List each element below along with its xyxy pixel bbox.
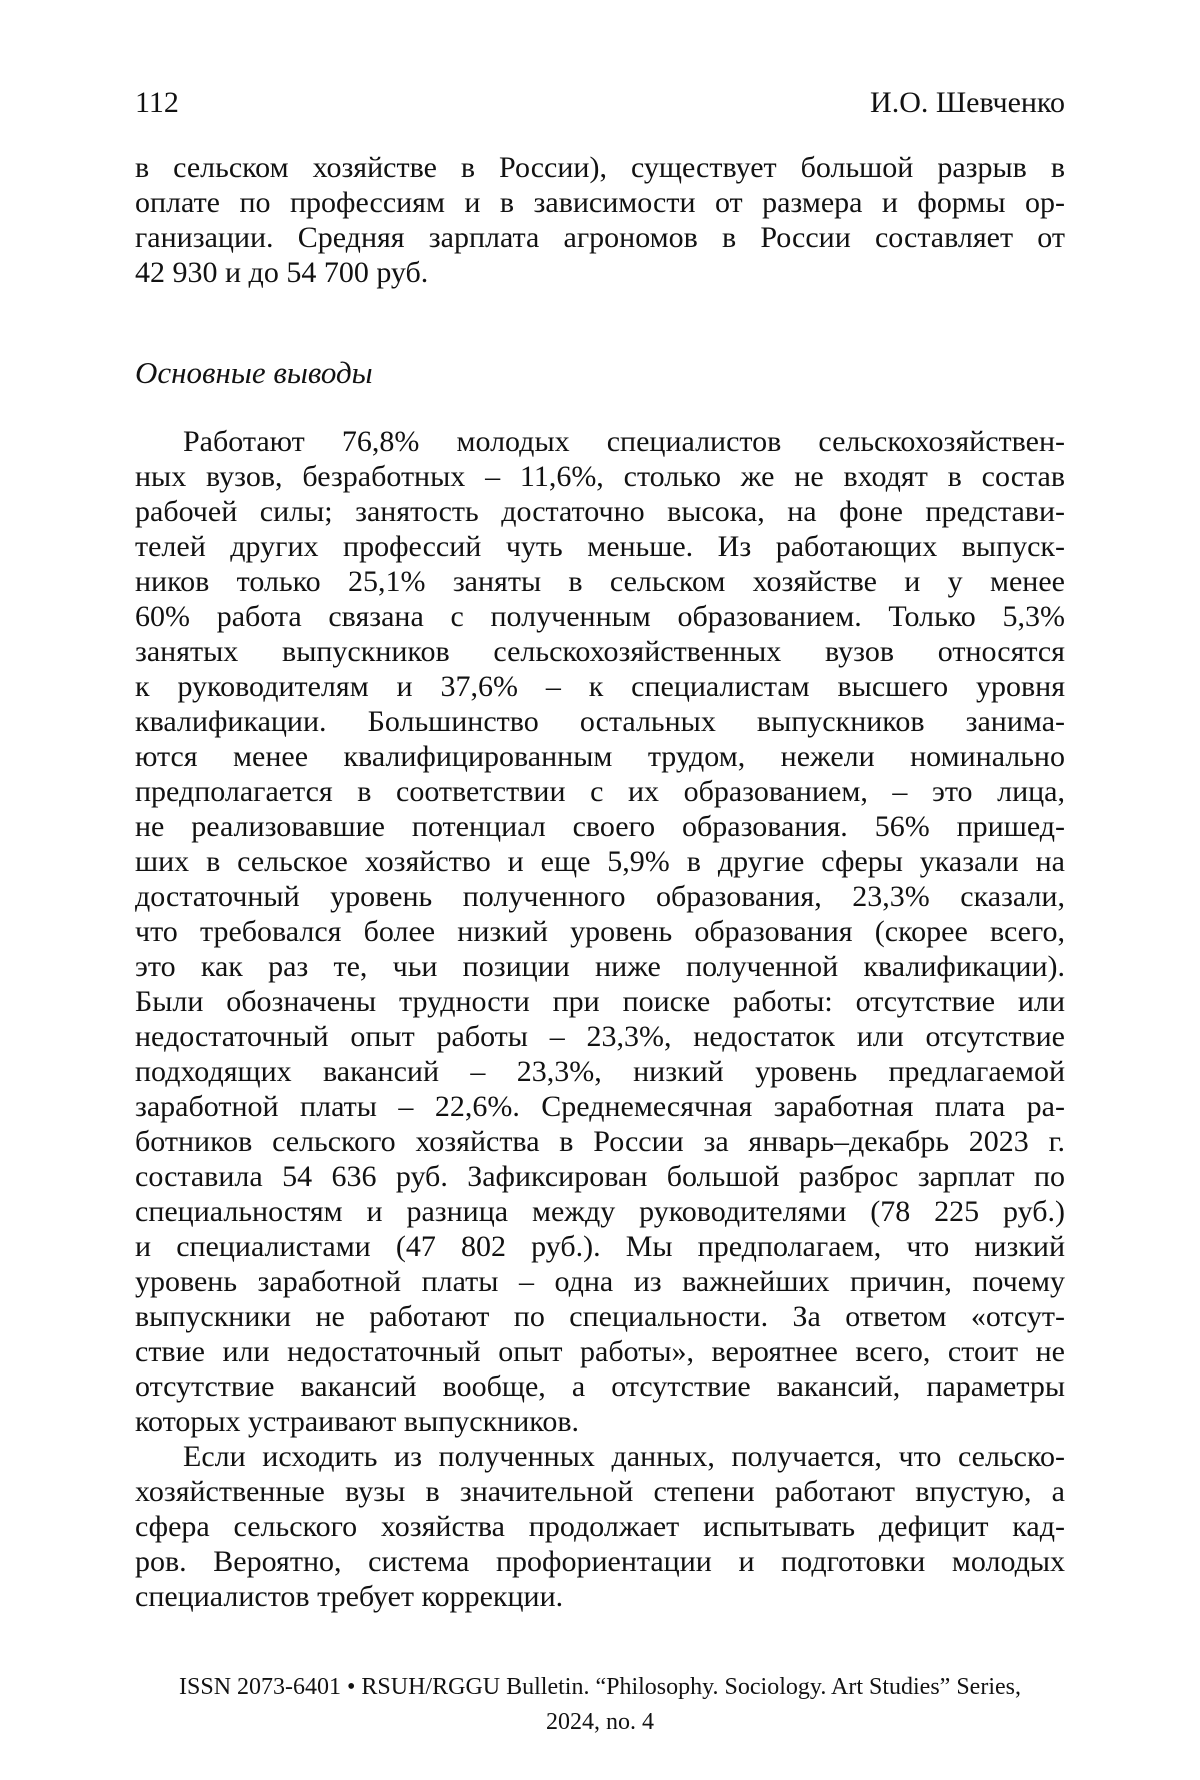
page-number: 112 xyxy=(135,86,179,119)
text-line: хозяйственные вузы в значительной степени работают впустую, а xyxy=(135,1475,1065,1508)
text-line: ботников сельского хозяйства в России за январь–декабрь 2023 г. xyxy=(135,1125,1065,1158)
text-line: не реализовавшие потенциал своего образования. 56% пришед- xyxy=(135,810,1065,843)
conclusions-body xyxy=(135,424,1065,1614)
text-line: подходящих вакансий – 23,3%, низкий уровень предлагаемой xyxy=(135,1055,1065,1088)
text-line: и специалистами (47 802 руб.). Мы предполагаем, что низкий xyxy=(135,1230,1065,1263)
text-line: ствие или недостаточный опыт работы», вероятнее всего, стоит не xyxy=(135,1335,1065,1368)
text-line: занятых выпускников сельскохозяйственных вузов относятся xyxy=(135,635,1065,668)
text-line: к руководителям и 37,6% – к специалистам высшего уровня xyxy=(135,670,1065,703)
text-line: уровень заработной платы – одна из важнейших причин, почему xyxy=(135,1265,1065,1298)
text-line: это как раз те, чьи позиции ниже полученной квалификации). xyxy=(135,950,1065,983)
journal-footer xyxy=(0,1670,1200,1740)
text-line: квалификации. Большинство остальных выпускников занима- xyxy=(135,705,1065,738)
text-line: ются менее квалифицированным трудом, нежели номинально xyxy=(135,740,1065,773)
conclusions-paragraph-2 xyxy=(135,1439,1065,1614)
text-line: 60% работа связана с полученным образованием. Только 5,3% xyxy=(135,600,1065,633)
text-line: недостаточный опыт работы – 23,3%, недостаток или отсутствие xyxy=(135,1020,1065,1053)
text-line: предполагается в соответствии с их образованием, – это лица, xyxy=(135,775,1065,808)
text-line: составила 54 636 руб. Зафиксирован большой разброс зарплат по xyxy=(135,1160,1065,1193)
text-line: специалистов требует коррекции. xyxy=(135,1580,564,1613)
text-line: Если исходить из полученных данных, получается, что сельско- xyxy=(183,1440,1065,1473)
text-line: заработной платы – 22,6%. Среднемесячная заработная плата ра- xyxy=(135,1090,1065,1123)
text-line: в сельском хозяйстве в России), существует большой разрыв в xyxy=(135,151,1065,184)
text-line: Были обозначены трудности при поиске работы: отсутствие или xyxy=(135,985,1065,1018)
text-line: ров. Вероятно, система профориентации и подготовки молодых xyxy=(135,1545,1065,1578)
text-line: сфера сельского хозяйства продолжает испытывать дефицит кад- xyxy=(135,1510,1065,1543)
text-line: 42 930 и до 54 700 руб. xyxy=(135,256,429,289)
text-line: оплате по профессиям и в зависимости от размера и формы ор- xyxy=(135,186,1065,219)
text-line: ших в сельское хозяйство и еще 5,9% в другие сферы указали на xyxy=(135,845,1065,878)
footer-issue-line: 2024, no. 4 xyxy=(546,1709,654,1735)
text-line: которых устраивают выпускников. xyxy=(135,1405,579,1438)
text-line: Работают 76,8% молодых специалистов сельскохозяйствен- xyxy=(183,425,1065,458)
text-line: ганизации. Средняя зарплата агрономов в России составляет от xyxy=(135,221,1065,254)
text-line: телей других профессий чуть меньше. Из работающих выпуск- xyxy=(135,530,1065,563)
text-line: специальностям и разница между руководителями (78 225 руб.) xyxy=(135,1195,1065,1228)
conclusions-paragraph-1 xyxy=(135,424,1065,1439)
text-line: достаточный уровень полученного образования, 23,3% сказали, xyxy=(135,880,1065,913)
text-line: выпускники не работают по специальности. За ответом «отсут- xyxy=(135,1300,1065,1333)
text-line: рабочей силы; занятость достаточно высока, на фоне представи- xyxy=(135,495,1065,528)
text-line: что требовался более низкий уровень образования (скорее всего, xyxy=(135,915,1065,948)
text-line: отсутствие вакансий вообще, а отсутствие вакансий, параметры xyxy=(135,1370,1065,1403)
text-line: ников только 25,1% заняты в сельском хозяйстве и у менее xyxy=(135,565,1065,598)
text-line: ных вузов, безработных – 11,6%, столько же не входят в состав xyxy=(135,460,1065,493)
section-heading: Основные выводы xyxy=(135,355,373,390)
intro-paragraph xyxy=(135,150,1065,290)
running-head-author: И.О. Шевченко xyxy=(870,86,1065,119)
footer-issn-series-line: ISSN 2073-6401 • RSUH/RGGU Bulletin. “Philosophy. Sociology. Art Studies” Series, xyxy=(179,1674,1021,1700)
running-header xyxy=(135,86,1065,120)
